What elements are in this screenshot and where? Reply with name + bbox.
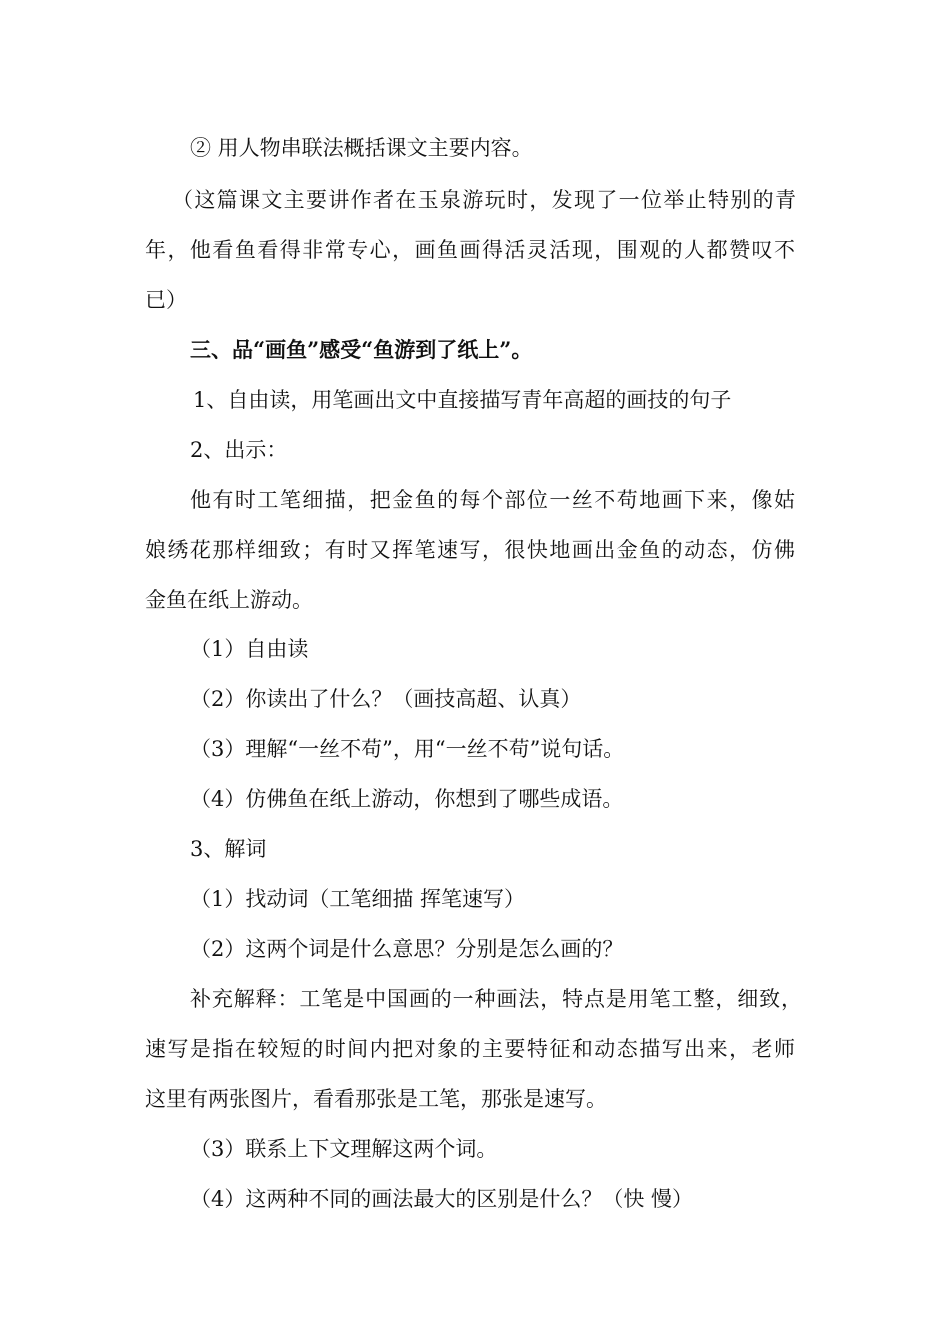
quoted-passage-line-1: 他有时工笔细描，把金鱼的每个部位一丝不苟地画下来，像姑 (190, 488, 795, 512)
paragraph-summary-method: ② 用人物串联法概括课文主要内容。 (190, 136, 533, 160)
sub-item-4: （4）仿佛鱼在纸上游动，你想到了哪些成语。 (190, 787, 624, 811)
word-item-3: （3）联系上下文理解这两个词。 (190, 1137, 498, 1161)
section-heading-3: 三、品“画鱼”感受“鱼游到了纸上”。 (190, 337, 533, 362)
word-item-1: （1）找动词（工笔细描 挥笔速写） (190, 887, 526, 911)
explanation-line-1: 补充解释：工笔是中国画的一种画法，特点是用笔工整，细致， (190, 987, 802, 1011)
sub-item-1: （1）自由读 (190, 637, 309, 661)
explanation-line-3: 这里有两张图片，看看那张是工笔，那张是速写。 (145, 1087, 607, 1111)
step-1: 1、自由读，用笔画出文中直接描写青年高超的画技的句子 (193, 388, 732, 412)
explanation-line-2: 速写是指在较短的时间内把对象的主要特征和动态描写出来，老师 (145, 1037, 795, 1061)
sub-item-2: （2）你读出了什么？（画技高超、认真） (190, 687, 582, 711)
paragraph-summary-line-1: （这篇课文主要讲作者在玉泉游玩时，发现了一位举止特别的青 (172, 188, 796, 212)
sub-item-3: （3）理解“一丝不苟”，用“一丝不苟”说句话。 (190, 737, 625, 761)
quoted-passage-line-2: 娘绣花那样细致；有时又挥笔速写，很快地画出金鱼的动态，仿佛 (145, 538, 795, 562)
word-item-2: （2）这两个词是什么意思？分别是怎么画的？ (190, 937, 624, 961)
paragraph-summary-line-2: 年，他看鱼看得非常专心，画鱼画得活灵活现，围观的人都赞叹不 (145, 238, 795, 262)
step-3: 3、解词 (190, 837, 267, 861)
paragraph-summary-line-3: 已） (145, 288, 187, 312)
step-2: 2、出示： (190, 438, 288, 462)
word-item-4: （4）这两种不同的画法最大的区别是什么？（快 慢） (190, 1187, 694, 1211)
quoted-passage-line-3: 金鱼在纸上游动。 (145, 588, 313, 612)
